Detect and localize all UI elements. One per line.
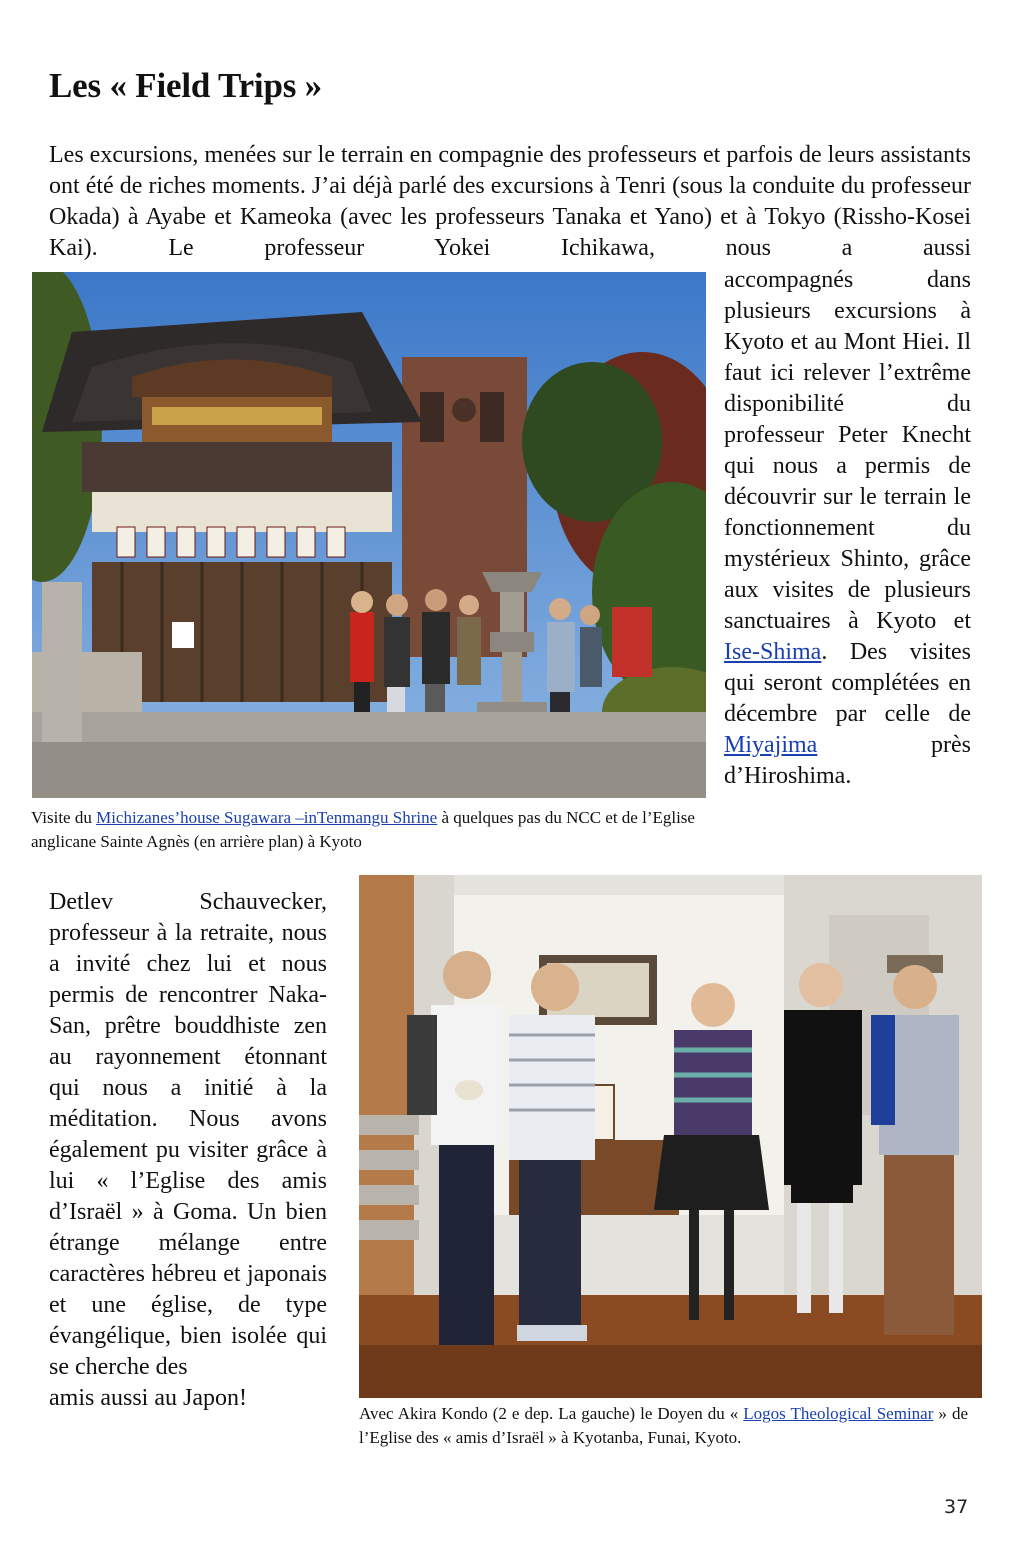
ise-shima-link[interactable]: Ise-Shima <box>724 639 822 665</box>
caption2-before: Avec Akira Kondo (2 e dep. La gauche) le Doyen du « <box>359 1404 744 1423</box>
page-title: Les « Field Trips » <box>49 66 322 105</box>
left-column-text <box>49 887 327 1414</box>
right-text-2: . Des visites qui seront complétées en décembre par celle de <box>724 639 971 727</box>
tenmangu-shrine-link[interactable]: Michizanes’house Sugawara –inTenmangu Shrine <box>96 808 438 827</box>
shrine-photo <box>32 272 706 798</box>
left-column-last-line: amis aussi au Japon! <box>49 1385 247 1411</box>
page-number: 37 <box>944 1496 969 1518</box>
intro-paragraph: Les excursions, menées sur le terrain en compagnie des professeurs et parfois de leurs assistants ont été de riches moments. J’ai déjà parlé des excursions à Tenri (sous la conduite du professeur Okada) à Ayabe et Kameoka (avec les professeurs Tanaka et Yano) et à Tokyo (Rissho-Kosei Kai). Le professeur Yokei Ichikawa, nous a aussi <box>49 142 971 261</box>
caption2-after: » de l’Eglise des « amis d’Israël » à Kyotanba, Funai, Kyoto. <box>359 1404 968 1447</box>
logos-seminar-link[interactable]: Logos Theological Seminar <box>743 1404 934 1423</box>
left-column-body: Detlev Schauvecker, professeur à la retraite, nous a invité chez lui et nous permis de rencontrer Naka-San, prêtre bouddhiste zen au rayonnement étonnant qui nous a initié à la méditation. Nous avons également pu visiter grâce à lui « l’Eglise des amis d’Israël » à Goma. Un bien étrange mélange entre caractères hébreu et japonais et une église, de type évangélique, bien isolée qui se cherche des <box>49 889 327 1380</box>
shrine-photo-caption <box>31 806 711 854</box>
caption1-after: à quelques pas du NCC et de l’Eglise anglicane Sainte Agnès (en arrière plan) à Kyoto <box>31 808 695 851</box>
right-text-1: accompagnés dans plusieurs excursions à Kyoto et au Mont Hiei. Il faut ici relever l’extrême disponibilité du professeur Peter Knecht qui nous a permis de découvrir sur le terrain le fonctionnement du mystérieux Shinto, grâce aux visites de plusieurs sanctuaires à Kyoto et <box>724 267 971 634</box>
group-photo <box>359 875 982 1398</box>
right-column-text <box>724 265 971 792</box>
caption1-before: Visite du <box>31 808 97 827</box>
group-photo-caption <box>359 1402 968 1450</box>
right-text-3: près d’Hiroshima. <box>724 732 971 789</box>
miyajima-link[interactable]: Miyajima <box>724 732 818 758</box>
